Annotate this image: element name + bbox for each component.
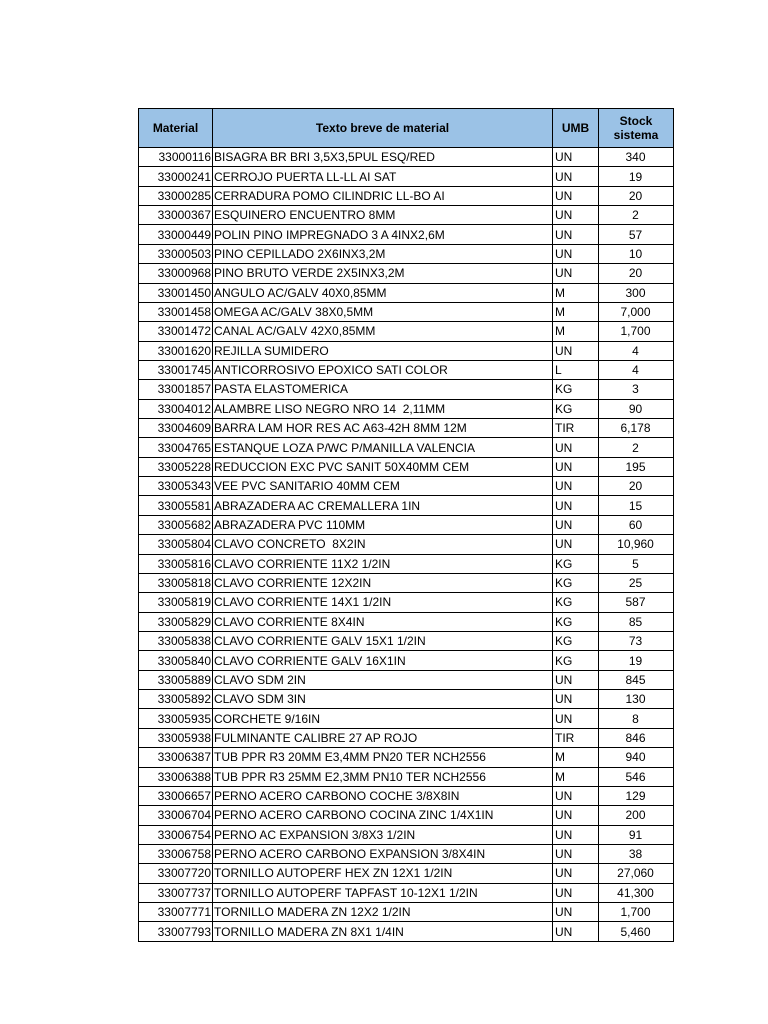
table-row (139, 554, 674, 573)
umb-cell: UN (553, 903, 599, 922)
umb-cell: KG (553, 612, 599, 631)
header-texto-breve: Texto breve de material (213, 109, 553, 148)
stock-cell: 940 (599, 748, 674, 767)
umb-cell: UN (553, 709, 599, 728)
material-cell: 33004609 (139, 419, 213, 438)
description-cell: CORCHETE 9/16IN (213, 709, 553, 728)
table-row (139, 419, 674, 438)
stock-cell: 25 (599, 573, 674, 592)
table-row (139, 148, 674, 167)
umb-cell: UN (553, 496, 599, 515)
description-cell: FULMINANTE CALIBRE 27 AP ROJO (213, 728, 553, 747)
stock-cell: 19 (599, 167, 674, 186)
description-cell: PERNO ACERO CARBONO COCHE 3/8X8IN (213, 786, 553, 805)
table-body (139, 148, 674, 942)
umb-cell: M (553, 322, 599, 341)
umb-cell: M (553, 748, 599, 767)
table-row (139, 341, 674, 360)
description-cell: TORNILLO MADERA ZN 12X2 1/2IN (213, 903, 553, 922)
table-row (139, 690, 674, 709)
umb-cell: M (553, 283, 599, 302)
description-cell: ALAMBRE LISO NEGRO NRO 14 2,11MM (213, 399, 553, 418)
table-row (139, 806, 674, 825)
material-cell: 33005892 (139, 690, 213, 709)
umb-cell: UN (553, 922, 599, 941)
material-cell: 33005838 (139, 631, 213, 650)
umb-cell: M (553, 302, 599, 321)
table-row (139, 477, 674, 496)
umb-cell: UN (553, 515, 599, 534)
table-row (139, 496, 674, 515)
umb-cell: KG (553, 573, 599, 592)
table-row (139, 399, 674, 418)
umb-cell: UN (553, 167, 599, 186)
description-cell: CLAVO SDM 3IN (213, 690, 553, 709)
description-cell: ESTANQUE LOZA P/WC P/MANILLA VALENCIA (213, 438, 553, 457)
description-cell: PERNO ACERO CARBONO COCINA ZINC 1/4X1IN (213, 806, 553, 825)
stock-cell: 340 (599, 148, 674, 167)
material-cell: 33001450 (139, 283, 213, 302)
umb-cell: UN (553, 670, 599, 689)
stock-cell: 15 (599, 496, 674, 515)
description-cell: REJILLA SUMIDERO (213, 341, 553, 360)
stock-cell: 60 (599, 515, 674, 534)
table-row (139, 748, 674, 767)
description-cell: TUB PPR R3 20MM E3,4MM PN20 TER NCH2556 (213, 748, 553, 767)
material-cell: 33006388 (139, 767, 213, 786)
stock-cell: 10 (599, 244, 674, 263)
description-cell: TORNILLO AUTOPERF TAPFAST 10-12X1 1/2IN (213, 883, 553, 902)
material-cell: 33006758 (139, 844, 213, 863)
stock-cell: 129 (599, 786, 674, 805)
material-cell: 33005343 (139, 477, 213, 496)
stock-cell: 2 (599, 206, 674, 225)
stock-cell: 8 (599, 709, 674, 728)
umb-cell: UN (553, 264, 599, 283)
stock-cell: 90 (599, 399, 674, 418)
umb-cell: UN (553, 438, 599, 457)
table-row (139, 709, 674, 728)
table-row (139, 515, 674, 534)
material-cell: 33007771 (139, 903, 213, 922)
umb-cell: UN (553, 806, 599, 825)
material-cell: 33005938 (139, 728, 213, 747)
stock-cell: 195 (599, 457, 674, 476)
table-row (139, 844, 674, 863)
umb-cell: UN (553, 206, 599, 225)
description-cell: CLAVO SDM 2IN (213, 670, 553, 689)
header-material: Material (139, 109, 213, 148)
material-cell: 33005889 (139, 670, 213, 689)
description-cell: ANTICORROSIVO EPOXICO SATI COLOR (213, 360, 553, 379)
description-cell: REDUCCION EXC PVC SANIT 50X40MM CEM (213, 457, 553, 476)
description-cell: PINO CEPILLADO 2X6INX3,2M (213, 244, 553, 263)
description-cell: BISAGRA BR BRI 3,5X3,5PUL ESQ/RED (213, 148, 553, 167)
stock-cell: 27,060 (599, 864, 674, 883)
umb-cell: UN (553, 148, 599, 167)
stock-cell: 3 (599, 380, 674, 399)
material-cell: 33007720 (139, 864, 213, 883)
material-cell: 33007793 (139, 922, 213, 941)
stock-cell: 7,000 (599, 302, 674, 321)
description-cell: PERNO AC EXPANSION 3/8X3 1/2IN (213, 825, 553, 844)
description-cell: CERRADURA POMO CILINDRIC LL-BO AI (213, 186, 553, 205)
stock-cell: 6,178 (599, 419, 674, 438)
material-cell: 33005819 (139, 593, 213, 612)
stock-cell: 845 (599, 670, 674, 689)
stock-cell: 19 (599, 651, 674, 670)
material-cell: 33006754 (139, 825, 213, 844)
umb-cell: UN (553, 186, 599, 205)
material-cell: 33000367 (139, 206, 213, 225)
material-cell: 33000968 (139, 264, 213, 283)
table-row (139, 438, 674, 457)
table-row (139, 264, 674, 283)
description-cell: CLAVO CORRIENTE 14X1 1/2IN (213, 593, 553, 612)
table-row (139, 864, 674, 883)
material-cell: 33005682 (139, 515, 213, 534)
material-cell: 33000285 (139, 186, 213, 205)
umb-cell: UN (553, 225, 599, 244)
table-header (139, 109, 674, 148)
description-cell: VEE PVC SANITARIO 40MM CEM (213, 477, 553, 496)
table-row (139, 631, 674, 650)
description-cell: CLAVO CORRIENTE 12X2IN (213, 573, 553, 592)
stock-cell: 130 (599, 690, 674, 709)
table-row (139, 322, 674, 341)
material-cell: 33005829 (139, 612, 213, 631)
description-cell: CLAVO CORRIENTE 11X2 1/2IN (213, 554, 553, 573)
header-row (139, 109, 674, 148)
umb-cell: KG (553, 593, 599, 612)
table-row (139, 825, 674, 844)
table-row (139, 612, 674, 631)
description-cell: CANAL AC/GALV 42X0,85MM (213, 322, 553, 341)
table-row (139, 360, 674, 379)
material-cell: 33006657 (139, 786, 213, 805)
umb-cell: UN (553, 690, 599, 709)
description-cell: TUB PPR R3 25MM E2,3MM PN10 TER NCH2556 (213, 767, 553, 786)
stock-cell: 4 (599, 360, 674, 379)
umb-cell: UN (553, 341, 599, 360)
material-cell: 33001620 (139, 341, 213, 360)
material-cell: 33000449 (139, 225, 213, 244)
table-row (139, 767, 674, 786)
stock-cell: 73 (599, 631, 674, 650)
material-cell: 33005816 (139, 554, 213, 573)
description-cell: OMEGA AC/GALV 38X0,5MM (213, 302, 553, 321)
table-row (139, 380, 674, 399)
umb-cell: UN (553, 883, 599, 902)
material-cell: 33004012 (139, 399, 213, 418)
material-cell: 33005818 (139, 573, 213, 592)
umb-cell: TIR (553, 728, 599, 747)
material-cell: 33006387 (139, 748, 213, 767)
table-row (139, 302, 674, 321)
material-cell: 33001458 (139, 302, 213, 321)
material-cell: 33000503 (139, 244, 213, 263)
description-cell: PASTA ELASTOMERICA (213, 380, 553, 399)
umb-cell: TIR (553, 419, 599, 438)
stock-cell: 91 (599, 825, 674, 844)
umb-cell: KG (553, 554, 599, 573)
description-cell: TORNILLO MADERA ZN 8X1 1/4IN (213, 922, 553, 941)
stock-cell: 20 (599, 477, 674, 496)
table-row (139, 535, 674, 554)
stock-cell: 5 (599, 554, 674, 573)
material-cell: 33004765 (139, 438, 213, 457)
umb-cell: L (553, 360, 599, 379)
material-cell: 33007737 (139, 883, 213, 902)
description-cell: CLAVO CORRIENTE GALV 15X1 1/2IN (213, 631, 553, 650)
header-umb: UMB (553, 109, 599, 148)
umb-cell: KG (553, 399, 599, 418)
table-row (139, 186, 674, 205)
umb-cell: UN (553, 786, 599, 805)
table-row (139, 573, 674, 592)
table-row (139, 728, 674, 747)
umb-cell: UN (553, 244, 599, 263)
description-cell: ANGULO AC/GALV 40X0,85MM (213, 283, 553, 302)
umb-cell: UN (553, 864, 599, 883)
material-cell: 33000241 (139, 167, 213, 186)
stock-table (138, 108, 674, 942)
material-cell: 33006704 (139, 806, 213, 825)
table-row (139, 283, 674, 302)
material-cell: 33001472 (139, 322, 213, 341)
stock-cell: 846 (599, 728, 674, 747)
description-cell: BARRA LAM HOR RES AC A63-42H 8MM 12M (213, 419, 553, 438)
umb-cell: UN (553, 535, 599, 554)
table-row (139, 206, 674, 225)
table-row (139, 670, 674, 689)
table-row (139, 457, 674, 476)
material-cell: 33005581 (139, 496, 213, 515)
stock-cell: 20 (599, 186, 674, 205)
material-cell: 33005804 (139, 535, 213, 554)
description-cell: PERNO ACERO CARBONO EXPANSION 3/8X4IN (213, 844, 553, 863)
stock-cell: 546 (599, 767, 674, 786)
table-row (139, 593, 674, 612)
description-cell: POLIN PINO IMPREGNADO 3 A 4INX2,6M (213, 225, 553, 244)
description-cell: CERROJO PUERTA LL-LL AI SAT (213, 167, 553, 186)
umb-cell: KG (553, 380, 599, 399)
stock-cell: 1,700 (599, 903, 674, 922)
stock-cell: 85 (599, 612, 674, 631)
stock-cell: 300 (599, 283, 674, 302)
table-row (139, 883, 674, 902)
material-cell: 33001857 (139, 380, 213, 399)
table-row (139, 786, 674, 805)
description-cell: CLAVO CORRIENTE GALV 16X1IN (213, 651, 553, 670)
stock-cell: 38 (599, 844, 674, 863)
description-cell: ESQUINERO ENCUENTRO 8MM (213, 206, 553, 225)
umb-cell: UN (553, 844, 599, 863)
umb-cell: KG (553, 651, 599, 670)
description-cell: ABRAZADERA PVC 110MM (213, 515, 553, 534)
table-row (139, 651, 674, 670)
description-cell: PINO BRUTO VERDE 2X5INX3,2M (213, 264, 553, 283)
description-cell: CLAVO CORRIENTE 8X4IN (213, 612, 553, 631)
table-row (139, 244, 674, 263)
stock-cell: 10,960 (599, 535, 674, 554)
stock-cell: 2 (599, 438, 674, 457)
material-cell: 33005840 (139, 651, 213, 670)
umb-cell: KG (553, 631, 599, 650)
umb-cell: UN (553, 477, 599, 496)
description-cell: TORNILLO AUTOPERF HEX ZN 12X1 1/2IN (213, 864, 553, 883)
stock-cell: 41,300 (599, 883, 674, 902)
description-cell: ABRAZADERA AC CREMALLERA 1IN (213, 496, 553, 515)
umb-cell: UN (553, 825, 599, 844)
material-cell: 33000116 (139, 148, 213, 167)
table-row (139, 922, 674, 941)
stock-cell: 4 (599, 341, 674, 360)
table-row (139, 167, 674, 186)
stock-cell: 587 (599, 593, 674, 612)
stock-cell: 57 (599, 225, 674, 244)
stock-cell: 20 (599, 264, 674, 283)
stock-cell: 5,460 (599, 922, 674, 941)
material-cell: 33001745 (139, 360, 213, 379)
umb-cell: M (553, 767, 599, 786)
description-cell: CLAVO CONCRETO 8X2IN (213, 535, 553, 554)
table-row (139, 903, 674, 922)
header-stock-sistema-label: Stock sistema (613, 114, 659, 142)
material-cell: 33005935 (139, 709, 213, 728)
header-stock-sistema (599, 109, 674, 148)
umb-cell: UN (553, 457, 599, 476)
stock-cell: 200 (599, 806, 674, 825)
stock-cell: 1,700 (599, 322, 674, 341)
material-cell: 33005228 (139, 457, 213, 476)
table-row (139, 225, 674, 244)
